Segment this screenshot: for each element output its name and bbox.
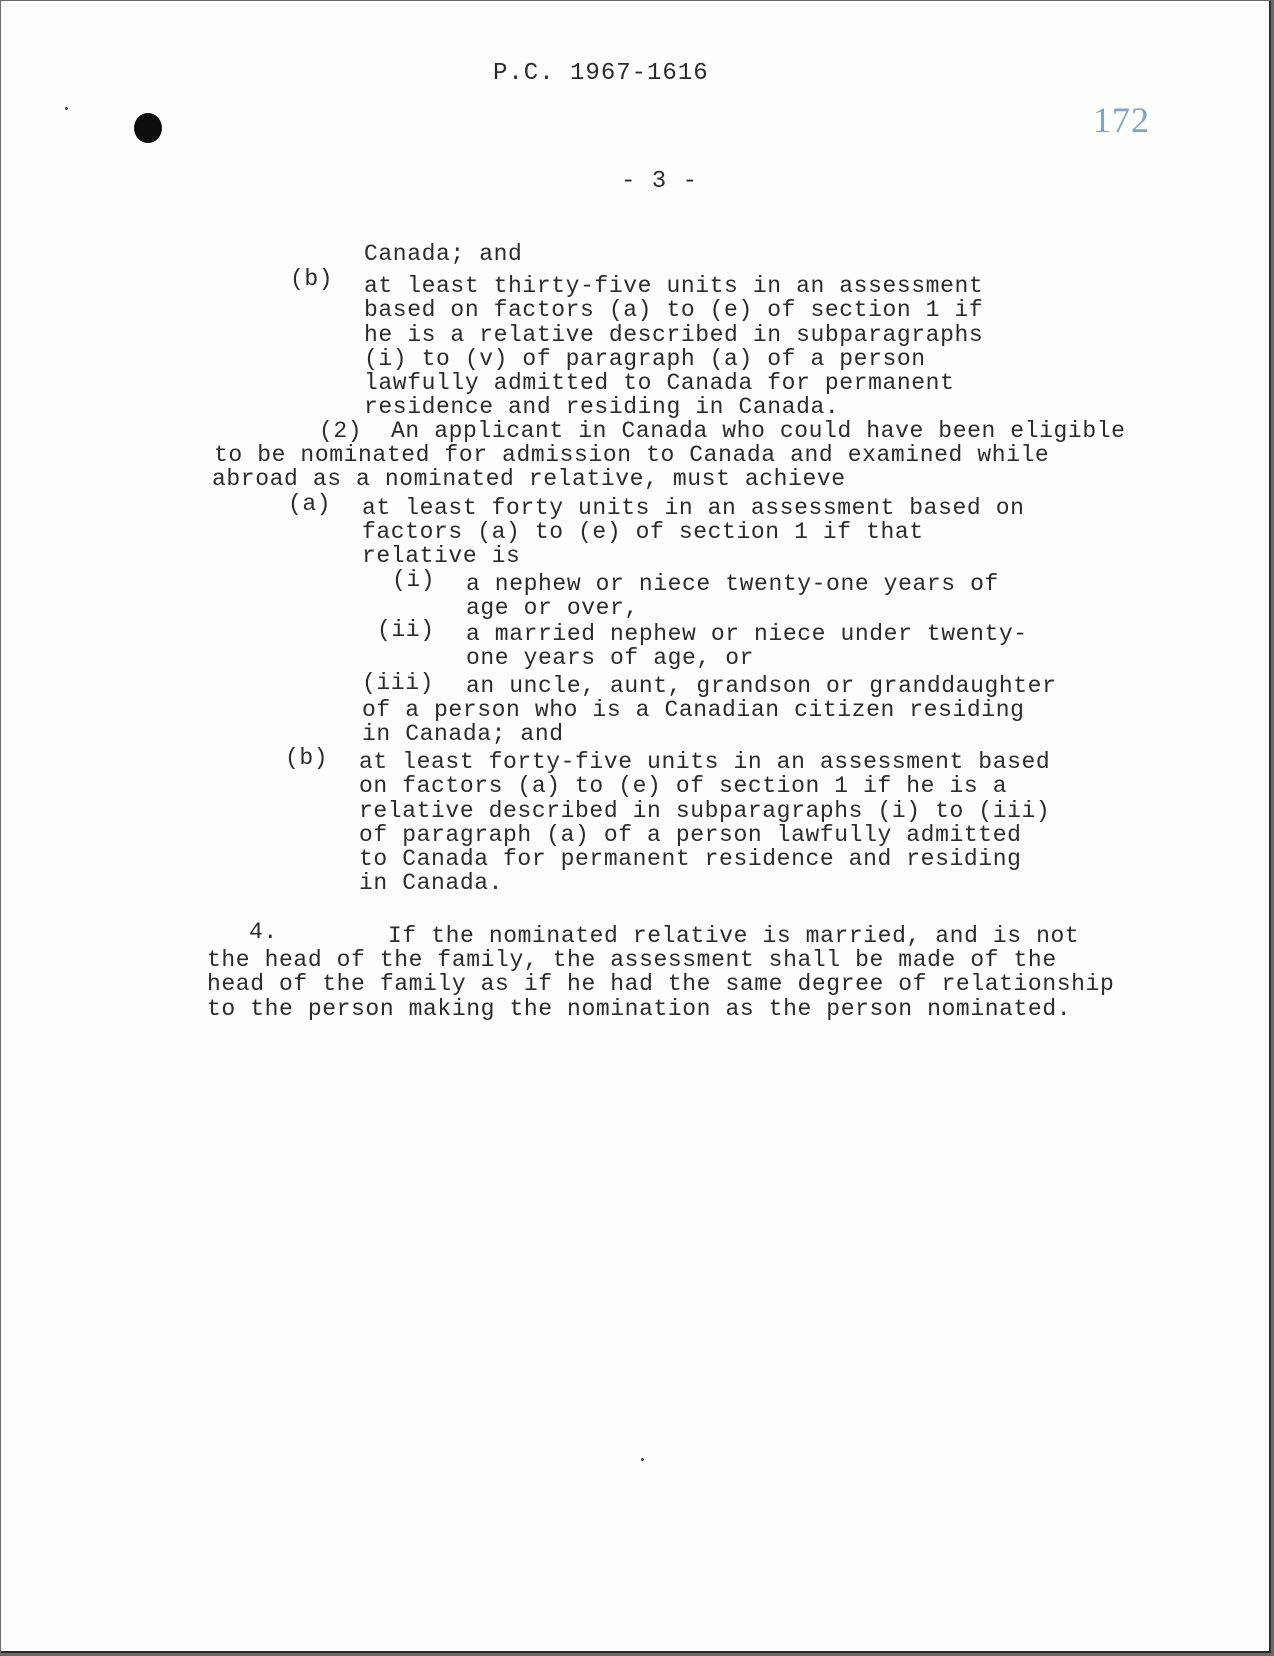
text-line: based on factors (a) to (e) of section 1 if	[364, 297, 984, 323]
text-line: residence and residing in Canada.	[364, 394, 840, 420]
paragraph-label: (b)	[290, 266, 334, 292]
punch-hole-mark	[134, 113, 162, 143]
text-line: age or over,	[466, 595, 639, 621]
text-line: to Canada for permanent residence and residing	[359, 846, 1022, 872]
text-line: a married nephew or niece under twenty-	[466, 621, 1028, 647]
paragraph-label: (a)	[288, 491, 332, 517]
section-number: 4.	[249, 919, 278, 945]
text-line: the head of the family, the assessment shall be made of the	[207, 947, 1057, 973]
document-page	[1, 1, 1271, 1653]
text-line: in Canada; and	[362, 721, 564, 747]
text-line: in Canada.	[359, 870, 504, 896]
text-line: lawfully admitted to Canada for permanent	[364, 370, 955, 396]
speck-mark	[641, 1458, 644, 1461]
text-line: Canada; and	[364, 241, 523, 267]
text-line: at least thirty-five units in an assessment	[364, 273, 984, 299]
speck-mark	[65, 107, 68, 110]
page-number-stamp: 172	[1093, 100, 1150, 140]
text-line: If the nominated relative is married, and is not	[388, 923, 1080, 949]
text-line: relative described in subparagraphs (i) to (iii)	[359, 798, 1051, 824]
text-line: relative is	[362, 543, 521, 569]
text-line: (2) An applicant in Canada who could have been eligible	[319, 418, 1126, 444]
text-line: at least forty-five units in an assessment based	[359, 749, 1051, 775]
text-line: he is a relative described in subparagraphs	[364, 322, 984, 348]
text-line: on factors (a) to (e) of section 1 if he is a	[359, 773, 1008, 799]
text-line: at least forty units in an assessment based on	[362, 495, 1025, 521]
order-reference: P.C. 1967-1616	[493, 60, 709, 87]
paragraph-label: (b)	[285, 745, 329, 771]
text-line: to the person making the nomination as the person nominated.	[207, 996, 1072, 1022]
subparagraph-label: (ii)	[377, 617, 435, 643]
text-line: abroad as a nominated relative, must achieve	[212, 466, 846, 492]
text-line: (i) to (v) of paragraph (a) of a person	[364, 346, 926, 372]
text-line: an uncle, aunt, grandson or granddaughter	[466, 673, 1057, 699]
subparagraph-label: (iii)	[362, 670, 435, 696]
text-line: factors (a) to (e) of section 1 if that	[362, 519, 924, 545]
text-line: to be nominated for admission to Canada and examined while	[214, 442, 1050, 468]
page-marker: - 3 -	[621, 168, 699, 195]
text-line: head of the family as if he had the same degree of relationship	[207, 971, 1115, 997]
subparagraph-label: (i)	[392, 567, 436, 593]
text-line: of paragraph (a) of a person lawfully admitted	[359, 822, 1022, 848]
text-line: a nephew or niece twenty-one years of	[466, 571, 999, 597]
text-line: of a person who is a Canadian citizen residing	[362, 697, 1025, 723]
text-line: one years of age, or	[466, 645, 755, 671]
